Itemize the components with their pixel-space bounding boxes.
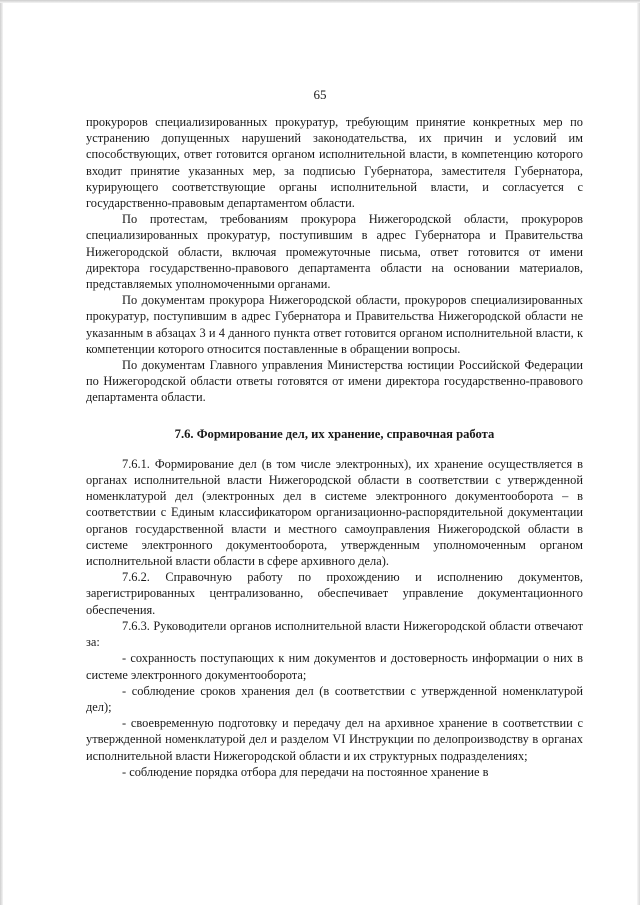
section-heading: 7.6. Формирование дел, их хранение, справочная работа	[174, 426, 495, 441]
list-item-selection-order: - соблюдение порядка отбора для передачи на постоянное хранение в	[122, 764, 489, 779]
list-item-retention-terms: - соблюдение сроков хранения дел (в соответствии с утвержденной номенклатурой дел);	[86, 683, 583, 714]
scan-edge-top	[0, 0, 640, 3]
paragraph-ministry-justice: По документам Главного управления Министерства юстиции Российской Федерации по Нижегородской области ответы готовятся от имени директора государственно-правового департамента области.	[86, 358, 583, 405]
list-item-archive-transfer: - своевременную подготовку и передачу дел на архивное хранение в соответствии с утвержденной номенклатурой дел и разделом VI Инструкции по делопроизводству в органах исполнительной власти Нижегородской области и их структурных подразделениях;	[86, 716, 583, 763]
paragraph-7-6-2: 7.6.2. Справочную работу по прохождению и исполнению документов, зарегистрированных централизованно, обеспечивает управление документационного обеспечения.	[86, 570, 583, 617]
document-body	[86, 114, 583, 780]
paragraph-7-6-3: 7.6.3. Руководители органов исполнительной власти Нижегородской области отвечают за:	[86, 618, 583, 650]
scan-edge-left	[0, 0, 3, 905]
page-number: 65	[313, 87, 327, 102]
paragraph-7-6-1: 7.6.1. Формирование дел (в том числе электронных), их хранение осуществляется в органах исполнительной власти Нижегородской области в соответствии с утвержденной номенклатурой дел (электронных дел в системе электронного документооборота – в соответствии с Единым классификатором организационно-распорядительной документации органов государственной власти и местного самоуправления Нижегородской области в системе электронного документооборота, утвержденным уполномоченным органом исполнительной власти области в сфере архивного дела).	[86, 456, 583, 569]
paragraph-protests: По протестам, требованиям прокурора Нижегородской области, прокуроров специализированных прокуратур, поступившим в адрес Губернатора и Правительства Нижегородской области, включая промежуточные письма, ответ готовится от имени директора государственно-правового департамента области на основании материалов, представляемых уполномоченными органами.	[86, 212, 583, 292]
paragraph-continuation: прокуроров специализированных прокуратур, требующим принятие конкретных мер по устранению допущенных нарушений законодательства, их причин и условий им способствующих, ответ готовится органом исполнительной власти, в компетенцию которого входит принятие указанных мер, за подписью Губернатора, заместителя Губернатора, курирующего соответствующие органы исполнительной власти, и согласуется с государственно-правовым департаментом области.	[86, 115, 583, 211]
paragraph-prosecutor-documents: По документам прокурора Нижегородской области, прокуроров специализированных прокуратур, поступившим в адрес Губернатора и Правительства Нижегородской области не указанным в абзацах 3 и 4 данного пункта ответ готовится органом исполнительной власти, к компетенции которого относится поставленные в обращении вопросы.	[86, 293, 583, 356]
list-item-safekeeping: - сохранность поступающих к ним документов и достоверность информации о них в системе электронного документооборота;	[86, 651, 583, 682]
